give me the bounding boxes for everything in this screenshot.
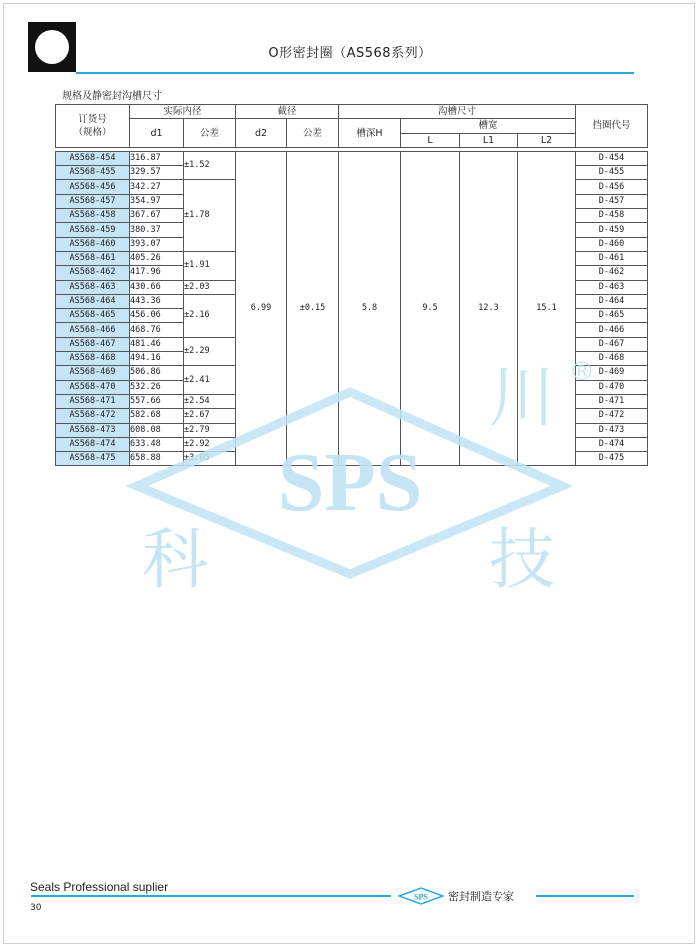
header-groove-width: 槽宽: [401, 119, 576, 133]
inner-diameter: 633.48: [130, 437, 184, 451]
header-groove-size: 沟槽尺寸: [339, 105, 576, 119]
spec-table: [55, 104, 648, 466]
inner-diameter: 417.96: [130, 266, 184, 280]
header-L1: L1: [460, 133, 518, 147]
header-tol1: 公差: [184, 119, 236, 148]
backup-ring-code: D-465: [576, 309, 648, 323]
order-code: AS568-455: [56, 166, 130, 180]
inner-diameter-tolerance: ±2.16: [184, 294, 236, 337]
backup-ring-code: D-471: [576, 394, 648, 408]
header-tol2: 公差: [287, 119, 339, 148]
backup-ring-code: D-458: [576, 209, 648, 223]
backup-ring-code: D-468: [576, 352, 648, 366]
backup-ring-code: D-464: [576, 294, 648, 308]
order-code: AS568-462: [56, 266, 130, 280]
backup-ring-code: D-474: [576, 437, 648, 451]
backup-ring-code: D-473: [576, 423, 648, 437]
header-backup-ring: 挡圈代号: [576, 105, 648, 148]
backup-ring-code: D-462: [576, 266, 648, 280]
inner-diameter: 506.86: [130, 366, 184, 380]
order-code: AS568-458: [56, 209, 130, 223]
inner-diameter: 367.67: [130, 209, 184, 223]
order-code: AS568-466: [56, 323, 130, 337]
order-code: AS568-468: [56, 352, 130, 366]
backup-ring-code: D-469: [576, 366, 648, 380]
inner-diameter: 494.16: [130, 352, 184, 366]
header-d2: d2: [236, 119, 287, 148]
sps-badge-icon: [398, 887, 444, 905]
order-code: AS568-469: [56, 366, 130, 380]
order-code: AS568-475: [56, 452, 130, 466]
inner-diameter: 393.07: [130, 237, 184, 251]
inner-diameter: 456.06: [130, 309, 184, 323]
footer-divider-left: [31, 895, 391, 897]
backup-ring-code: D-454: [576, 151, 648, 165]
inner-diameter-tolerance: ±2.54: [184, 394, 236, 408]
inner-diameter: 608.08: [130, 423, 184, 437]
order-code: AS568-474: [56, 437, 130, 451]
header-order-no: 订货号 （规格）: [56, 105, 130, 148]
header-actual-id: 实际内径: [130, 105, 236, 119]
watermark-char2: 技: [489, 521, 555, 598]
order-code: AS568-465: [56, 309, 130, 323]
backup-ring-code: D-455: [576, 166, 648, 180]
inner-diameter: 430.66: [130, 280, 184, 294]
inner-diameter-tolerance: ±1.52: [184, 151, 236, 180]
inner-diameter-tolerance: ±2.41: [184, 366, 236, 395]
backup-ring-code: D-470: [576, 380, 648, 394]
inner-diameter: 342.27: [130, 180, 184, 194]
backup-ring-code: D-467: [576, 337, 648, 351]
backup-ring-code: D-456: [576, 180, 648, 194]
inner-diameter-tolerance: ±1.78: [184, 180, 236, 251]
watermark-registered: ®: [569, 357, 595, 387]
inner-diameter-tolerance: ±2.67: [184, 409, 236, 423]
footer-divider-right: [536, 895, 634, 897]
groove-width-L1: 12.3: [460, 151, 518, 466]
watermark-brand: SPS: [277, 436, 423, 529]
groove-width-L: 9.5: [401, 151, 460, 466]
footer-tagline: Seals Professional suplier: [30, 880, 169, 894]
page-number: 30: [30, 903, 42, 913]
inner-diameter: 468.76: [130, 323, 184, 337]
order-code: AS568-456: [56, 180, 130, 194]
groove-width-L2: 15.1: [518, 151, 576, 466]
order-code: AS568-472: [56, 409, 130, 423]
order-code: AS568-459: [56, 223, 130, 237]
inner-diameter-tolerance: ±2.03: [184, 280, 236, 294]
order-code: AS568-463: [56, 280, 130, 294]
inner-diameter: 658.88: [130, 452, 184, 466]
order-code: AS568-471: [56, 394, 130, 408]
backup-ring-code: D-457: [576, 194, 648, 208]
inner-diameter: 443.36: [130, 294, 184, 308]
backup-ring-code: D-463: [576, 280, 648, 294]
svg-text:SPS: SPS: [414, 892, 428, 902]
inner-diameter: 316.87: [130, 151, 184, 165]
backup-ring-code: D-459: [576, 223, 648, 237]
cross-section-d2: 6.99: [236, 151, 287, 466]
groove-depth: 5.8: [339, 151, 401, 466]
inner-diameter: 582.68: [130, 409, 184, 423]
watermark-char3: 川: [489, 359, 555, 436]
cross-section-tolerance: ±0.15: [287, 151, 339, 466]
order-code: AS568-467: [56, 337, 130, 351]
watermark-char1: 科: [142, 521, 208, 598]
backup-ring-code: D-472: [576, 409, 648, 423]
order-code: AS568-457: [56, 194, 130, 208]
backup-ring-code: D-475: [576, 452, 648, 466]
section-title: 规格及静密封沟槽尺寸: [62, 91, 162, 102]
inner-diameter: 380.37: [130, 223, 184, 237]
backup-ring-code: D-460: [576, 237, 648, 251]
header-divider: [76, 72, 634, 74]
header-L: L: [401, 133, 460, 147]
header-L2: L2: [518, 133, 576, 147]
table-row: [56, 151, 648, 165]
inner-diameter: 405.26: [130, 251, 184, 265]
backup-ring-code: D-461: [576, 251, 648, 265]
inner-diameter: 354.97: [130, 194, 184, 208]
header-d1: d1: [130, 119, 184, 148]
inner-diameter-tolerance: ±3.05: [184, 452, 236, 466]
footer-slogan: 密封制造专家: [448, 890, 514, 903]
page-title: O形密封圈（AS568系列）: [268, 46, 432, 61]
order-code: AS568-464: [56, 294, 130, 308]
order-code: AS568-454: [56, 151, 130, 165]
inner-diameter: 329.57: [130, 166, 184, 180]
order-code: AS568-470: [56, 380, 130, 394]
inner-diameter-tolerance: ±2.29: [184, 337, 236, 366]
inner-diameter-tolerance: ±1.91: [184, 251, 236, 280]
inner-diameter: 481.46: [130, 337, 184, 351]
inner-diameter-tolerance: ±2.79: [184, 423, 236, 437]
order-code: AS568-461: [56, 251, 130, 265]
order-code: AS568-460: [56, 237, 130, 251]
order-code: AS568-473: [56, 423, 130, 437]
inner-diameter: 557.66: [130, 394, 184, 408]
inner-diameter: 532.26: [130, 380, 184, 394]
header-cross-section: 截径: [236, 105, 339, 119]
header-groove-depth: 槽深H: [339, 119, 401, 148]
backup-ring-code: D-466: [576, 323, 648, 337]
inner-diameter-tolerance: ±2.92: [184, 437, 236, 451]
